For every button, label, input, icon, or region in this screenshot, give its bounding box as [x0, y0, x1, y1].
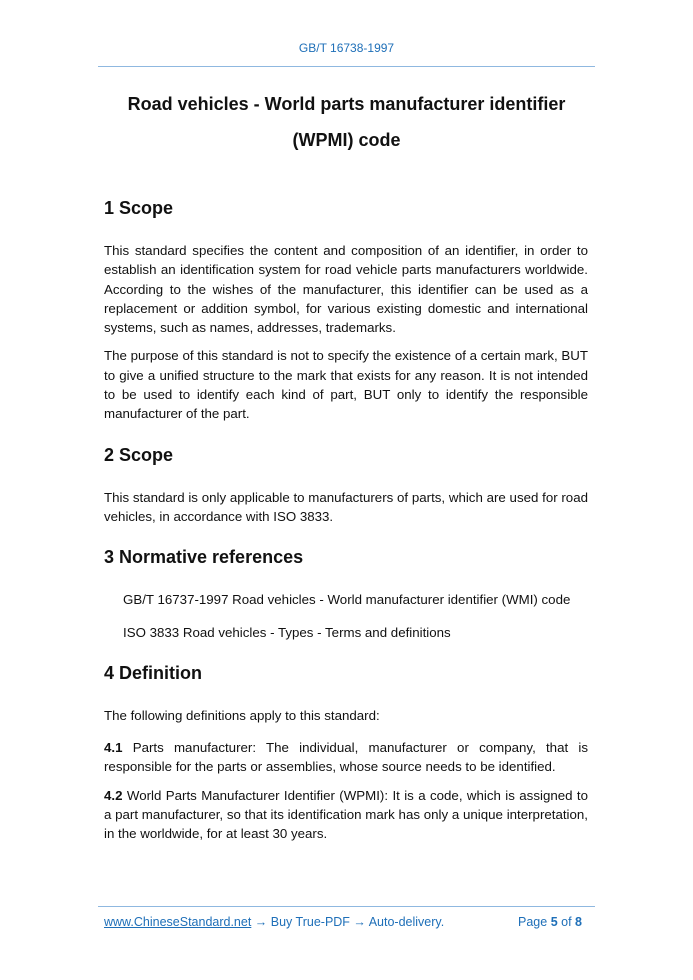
section-1-paragraph-2: The purpose of this standard is not to specify the existence of a certain mark, BUT to give a unified structure to the mark that exists for any reason. It is not intended to be used to identify each kind of part, BUT only to identify the responsible manufacturer of the part.: [104, 348, 588, 422]
document-title: [98, 86, 595, 158]
section-2-paragraph-1: This standard is only applicable to manufacturers of parts, which are used for road vehicles, in accordance with ISO 3833.: [104, 489, 588, 524]
section-2-heading: 2 Scope: [104, 444, 174, 465]
section-1-heading: 1 Scope: [104, 198, 174, 218]
page-current: 5: [550, 915, 558, 929]
website-link[interactable]: www.ChineseStandard.net: [104, 915, 252, 929]
reference-item: ISO 3833 Road vehicles - Types - Terms and definitions: [123, 624, 451, 640]
footer-divider: [98, 906, 595, 907]
page-of: of: [561, 915, 572, 929]
page-label: Page: [518, 915, 548, 929]
definition-4-1-text: Parts manufacturer: The individual, manufacturer or company, that is responsible for the parts or assemblies, whose source needs to be identified.: [104, 740, 588, 775]
reference-item: GB/T 16737-1997 Road vehicles - World manufacturer identifier (WMI) code: [123, 592, 571, 608]
definition-4-1-number: 4.1: [104, 740, 123, 756]
section-4-heading: 4 Definition: [104, 662, 202, 683]
definition-4-2-number: 4.2: [104, 787, 123, 803]
definition-4-2: [104, 786, 588, 844]
definition-4-2-text: World Parts Manufacturer Identifier (WPMI): It is a code, which is assigned to a part manufacturer, so that its identification mark has only a unique interpretation, in the worldwide, for at least 30 years.: [104, 787, 588, 842]
document-body: [104, 195, 588, 844]
header-standard-code: GB/T 16738-1997: [298, 41, 395, 55]
page-footer: [104, 915, 588, 929]
section-3-heading: 3 Normative references: [104, 547, 304, 568]
definition-4-1: [104, 738, 588, 777]
section-1-paragraph-1: This standard specifies the content and composition of an identifier, in order to establish an identification system for road vehicle parts manufacturers worldwide. According to the wishes of the manufacturer, this identifier can be used as a replacement or addition symbol, for various existing domestic and international systems, such as names, addresses, trademarks.: [104, 243, 588, 336]
page-total: 8: [575, 915, 582, 929]
header-divider: [98, 66, 595, 67]
footer-promo-text: → Buy True-PDF → Auto-delivery.: [251, 915, 445, 929]
page-indicator: [518, 915, 582, 929]
section-4-intro: The following definitions apply to this standard:: [104, 707, 380, 723]
title-line-2: (WPMI) code: [292, 130, 401, 150]
title-line-1: Road vehicles - World parts manufacturer identifier: [127, 94, 566, 114]
